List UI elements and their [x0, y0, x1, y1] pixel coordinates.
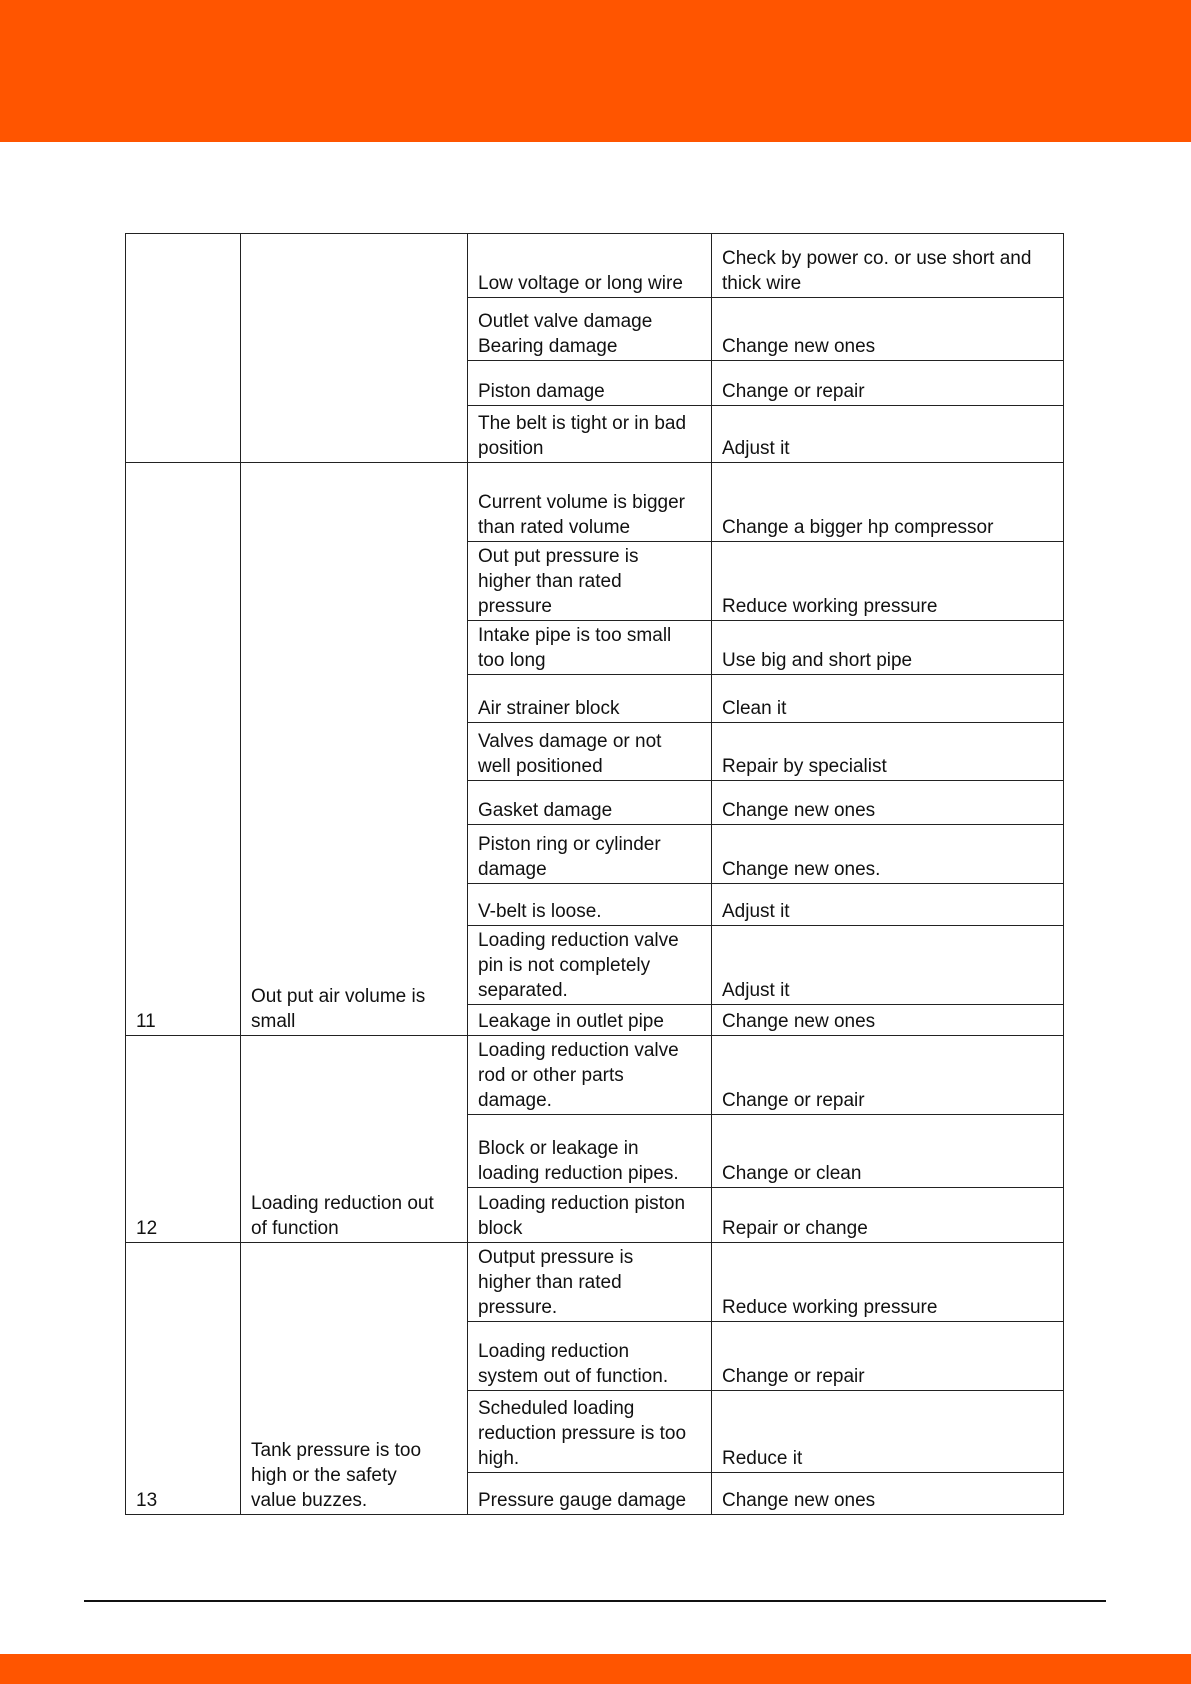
solution-cell — [712, 1322, 1064, 1391]
text-line: Loading reduction — [478, 1341, 630, 1362]
problem-cell — [241, 234, 468, 463]
text-line: Change new ones — [722, 1011, 876, 1032]
solution-cell — [712, 1188, 1064, 1243]
cause-cell — [468, 1243, 712, 1322]
text-line: Change a bigger hp compressor — [722, 517, 994, 538]
text-line: Low voltage or long wire — [478, 273, 683, 294]
text-line: Piston damage — [478, 381, 605, 402]
text-line: Change new ones — [722, 1490, 876, 1511]
text-line: Out put pressure is — [478, 546, 639, 567]
item-number-cell: 11 — [126, 463, 241, 1036]
text-line: Pressure gauge damage — [478, 1490, 687, 1511]
cause-cell — [468, 463, 712, 542]
text-line: higher than rated — [478, 571, 622, 592]
text-line: pin is not completely — [478, 955, 651, 976]
solution-cell — [712, 781, 1064, 825]
text-line: Loading reduction valve — [478, 930, 679, 951]
text-line: Adjust it — [722, 438, 790, 459]
cause-cell — [468, 621, 712, 675]
text-line: small — [251, 1011, 296, 1032]
cause-cell — [468, 542, 712, 621]
cause-cell — [468, 234, 712, 298]
text-line: high or the safety — [251, 1465, 397, 1486]
text-line: Change or repair — [722, 1366, 865, 1387]
text-line: Change new ones — [722, 800, 876, 821]
solution-cell — [712, 1036, 1064, 1115]
text-line: Intake pipe is too small — [478, 625, 672, 646]
troubleshooting-table-wrapper — [125, 233, 1063, 1515]
text-line: Bearing damage — [478, 336, 618, 357]
text-line: system out of function. — [478, 1366, 669, 1387]
text-line: Out put air volume is — [251, 986, 426, 1007]
solution-cell — [712, 675, 1064, 723]
text-line: The belt is tight or in bad — [478, 413, 687, 434]
text-line: Piston ring or cylinder — [478, 834, 661, 855]
troubleshooting-table — [125, 233, 1064, 1515]
item-number-cell: 12 — [126, 1036, 241, 1243]
text-line: well positioned — [478, 756, 603, 777]
text-line: Block or leakage in — [478, 1138, 639, 1159]
text-line: block — [478, 1218, 523, 1239]
cause-cell — [468, 1391, 712, 1473]
text-line: pressure. — [478, 1297, 558, 1318]
text-line: Reduce it — [722, 1448, 803, 1469]
text-line: V-belt is loose. — [478, 901, 602, 922]
text-line: Valves damage or not — [478, 731, 662, 752]
cause-cell — [468, 1036, 712, 1115]
text-line: Reduce working pressure — [722, 1297, 938, 1318]
text-line: Clean it — [722, 698, 787, 719]
text-line: damage. — [478, 1090, 552, 1111]
solution-cell — [712, 234, 1064, 298]
cause-cell — [468, 1115, 712, 1188]
text-line: Air strainer block — [478, 698, 620, 719]
text-line: Change or repair — [722, 381, 865, 402]
solution-cell — [712, 542, 1064, 621]
solution-cell — [712, 1243, 1064, 1322]
item-number-cell — [126, 234, 241, 463]
solution-cell — [712, 926, 1064, 1005]
text-line: Gasket damage — [478, 800, 613, 821]
solution-cell — [712, 1473, 1064, 1515]
text-line: Reduce working pressure — [722, 596, 938, 617]
solution-cell — [712, 1391, 1064, 1473]
text-line: Check by power co. or use short and — [722, 248, 1032, 269]
text-line: position — [478, 438, 544, 459]
cause-cell — [468, 361, 712, 406]
solution-cell — [712, 361, 1064, 406]
table-row — [126, 1036, 1064, 1115]
text-line: Change new ones — [722, 336, 876, 357]
solution-cell — [712, 406, 1064, 463]
text-line: of function — [251, 1218, 339, 1239]
text-line: Change new ones. — [722, 859, 881, 880]
solution-cell — [712, 1005, 1064, 1036]
text-line: Loading reduction valve — [478, 1040, 679, 1061]
problem-cell — [241, 1243, 468, 1515]
problem-cell — [241, 463, 468, 1036]
text-line: Scheduled loading — [478, 1398, 635, 1419]
solution-cell — [712, 723, 1064, 781]
text-line: higher than rated — [478, 1272, 622, 1293]
text-line: Loading reduction out — [251, 1193, 434, 1214]
footer-rule — [84, 1600, 1106, 1602]
text-line: Outlet valve damage — [478, 311, 653, 332]
cause-cell — [468, 926, 712, 1005]
cause-cell — [468, 1473, 712, 1515]
text-line: Repair or change — [722, 1218, 868, 1239]
text-line: pressure — [478, 596, 552, 617]
text-line: Leakage in outlet pipe — [478, 1011, 664, 1032]
solution-cell — [712, 463, 1064, 542]
cause-cell — [468, 1188, 712, 1243]
text-line: Adjust it — [722, 901, 790, 922]
solution-cell — [712, 825, 1064, 884]
text-line: damage — [478, 859, 547, 880]
text-line: separated. — [478, 980, 568, 1001]
text-line: Repair by specialist — [722, 756, 887, 777]
text-line: Change or clean — [722, 1163, 862, 1184]
text-line: Adjust it — [722, 980, 790, 1001]
text-line: rod or other parts — [478, 1065, 624, 1086]
text-line: loading reduction pipes. — [478, 1163, 679, 1184]
item-number-cell: 13 — [126, 1243, 241, 1515]
text-line: than rated volume — [478, 517, 631, 538]
text-line: Tank pressure is too — [251, 1440, 422, 1461]
text-line: value buzzes. — [251, 1490, 368, 1511]
cause-cell — [468, 298, 712, 361]
cause-cell — [468, 781, 712, 825]
cause-cell — [468, 1005, 712, 1036]
text-line: Use big and short pipe — [722, 650, 913, 671]
text-line: Loading reduction piston — [478, 1193, 686, 1214]
cause-cell — [468, 406, 712, 463]
cause-cell — [468, 1322, 712, 1391]
cause-cell — [468, 884, 712, 926]
footer-band — [0, 1654, 1191, 1684]
text-line: too long — [478, 650, 546, 671]
text-line: Current volume is bigger — [478, 492, 685, 513]
problem-cell — [241, 1036, 468, 1243]
solution-cell — [712, 621, 1064, 675]
text-line: thick wire — [722, 273, 802, 294]
text-line: high. — [478, 1448, 520, 1469]
text-line: Output pressure is — [478, 1247, 634, 1268]
solution-cell — [712, 884, 1064, 926]
table-row — [126, 463, 1064, 542]
text-line: reduction pressure is too — [478, 1423, 687, 1444]
cause-cell — [468, 723, 712, 781]
table-row — [126, 234, 1064, 298]
header-band — [0, 0, 1191, 142]
table-row — [126, 1243, 1064, 1322]
solution-cell — [712, 1115, 1064, 1188]
cause-cell — [468, 675, 712, 723]
cause-cell — [468, 825, 712, 884]
text-line: Change or repair — [722, 1090, 865, 1111]
solution-cell — [712, 298, 1064, 361]
